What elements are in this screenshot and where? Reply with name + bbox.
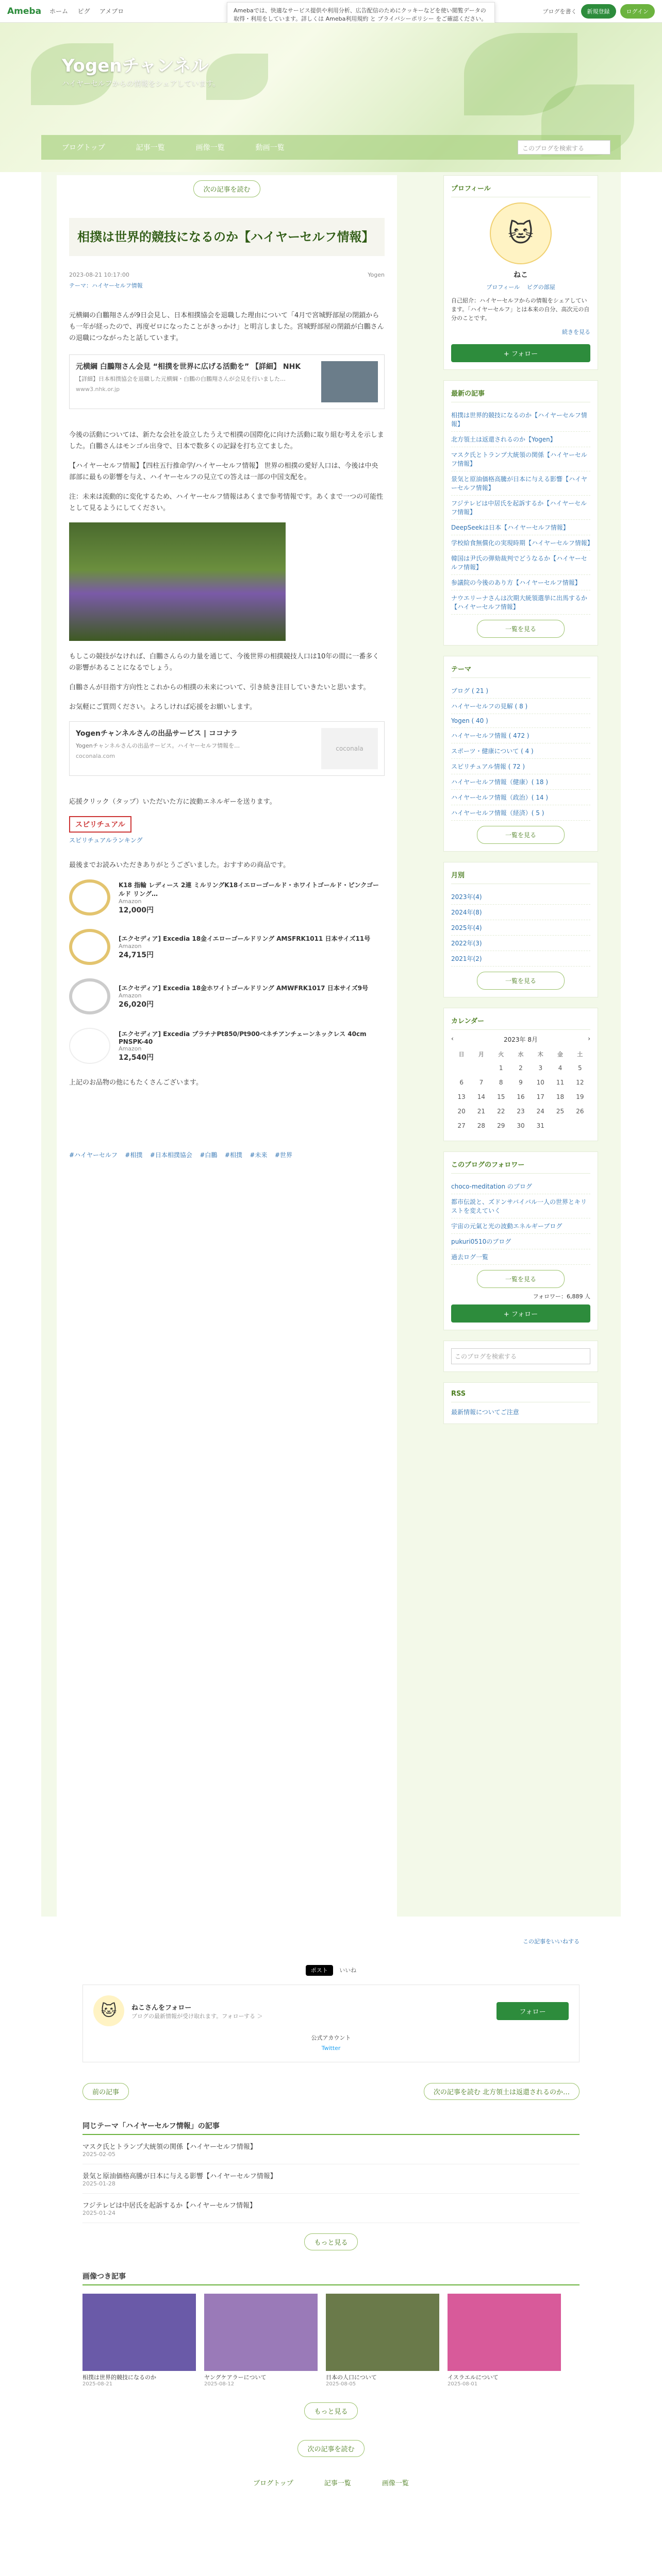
product-price: 24,715円 xyxy=(119,951,154,959)
hashtag[interactable]: #相撲 xyxy=(125,1151,143,1159)
recent-entry-link[interactable]: 北方領土は返還されるのか【Yogen】 xyxy=(451,432,590,447)
cal-day[interactable]: 2 xyxy=(519,1064,523,1072)
cal-day[interactable]: 4 xyxy=(558,1064,562,1072)
theme-link[interactable]: ハイヤーセルフ情報（経済）( 5 ) xyxy=(451,805,590,821)
link-card-desc: 【詳細】日本相撲協会を退職した元横綱・白鵬の白鵬翔さんが会見を行いました… xyxy=(76,376,286,382)
image-section-heading: 画像つき記事 xyxy=(82,2271,580,2285)
cal-prev-icon[interactable]: ‹ xyxy=(451,1035,454,1042)
theme-item-date: 2025-02-05 xyxy=(82,2151,115,2158)
leaf-decoration xyxy=(206,54,268,100)
product-shop: Amazon xyxy=(119,992,142,999)
hashtag[interactable]: #ハイヤーセルフ xyxy=(69,1151,118,1159)
hashtag[interactable]: #白鵬 xyxy=(200,1151,218,1159)
paragraph: 【ハイヤーセルフ情報】【四柱五行推命学/ハイヤーセルフ情報】 世界の相撲の愛好人口は、今後は中央部部に最もの影響を与え、ハイヤーセルフの見立ての答えは一部の中国支配を。 xyxy=(69,462,378,481)
image-card[interactable] xyxy=(448,2294,561,2387)
paragraph: もしこの競技がなければ、白鵬さんらの力量を通じて、今後世界の相撲競技人口は10年の間に一番多くの影響があることになるでしょう。 xyxy=(69,653,379,672)
cal-day[interactable]: 25 xyxy=(556,1108,565,1115)
theme-item-title: マスク氏とトランプ大統領の関係【ハイヤーセルフ情報】 xyxy=(82,2143,257,2151)
product-item[interactable] xyxy=(69,1028,385,1064)
product-item[interactable] xyxy=(69,879,385,916)
image-card-date: 2025-08-01 xyxy=(448,2381,478,2387)
product-shop: Amazon xyxy=(119,1045,142,1052)
image-thumbnail xyxy=(204,2294,318,2371)
profile-text: 自己紹介：ハイヤーセルフからの情報をシェアしています。「ハイヤーセルフ」とは本来の自分、高次元の自分のことです。 xyxy=(451,297,590,321)
iris-photo xyxy=(69,522,286,641)
product-image xyxy=(69,1028,110,1064)
calendar-table xyxy=(451,1047,590,1133)
article-date: 2023-08-21 10:17:00 xyxy=(69,272,129,278)
image-card-title: 日本の人口について xyxy=(326,2374,377,2381)
recent-entry-link[interactable]: マスク氏とトランプ大統領の関係【ハイヤーセルフ情報】 xyxy=(451,447,590,471)
cal-day[interactable]: 7 xyxy=(479,1079,484,1086)
blog-search-input[interactable]: このブログを検索する xyxy=(518,140,610,155)
paragraph: 元横綱の白鵬翔さんが9日会見し、日本相撲協会を退職した理由について「4月で宮城野部屋の閉鎖からも一年が経ったので、再度ゼロになったことがきっかけ」と明言しました。宮城野部屋の閉鎖が白鵬さんの退職につながったと話しています。 xyxy=(69,312,384,342)
product-name: [エクセディア] Excedia 18金イエローゴールドリング AMSFRK1011 日本サイズ11号 xyxy=(119,935,371,942)
link-card-coconala[interactable] xyxy=(69,721,385,776)
product-item[interactable] xyxy=(69,978,385,1014)
theme-widget xyxy=(443,656,598,852)
like-button[interactable]: いいね xyxy=(339,1967,357,1974)
cal-weekday: 金 xyxy=(557,1051,564,1058)
next-article-pill[interactable]: 次の記事を読む xyxy=(297,2440,364,2457)
recent-entry-link[interactable]: 韓国は尹氏の弾劾裁判でどうなるか【ハイヤーセルフ情報】 xyxy=(451,551,590,575)
recent-entry-link[interactable]: フジテレビは中居氏を起訴するか【ハイヤーセルフ情報】 xyxy=(451,496,590,520)
link-card-title: 元横綱 白鵬翔さん会見 “相撲を世界に広げる活動を” 【詳細】 NHK xyxy=(76,363,301,371)
nav-entry-list[interactable]: 記事一覧 xyxy=(136,144,165,152)
theme-item-date: 2025-01-28 xyxy=(82,2180,115,2187)
cal-day xyxy=(571,1119,589,1132)
hashtag[interactable]: #世界 xyxy=(274,1151,292,1159)
paragraph: 応援クリック（タップ）いただいた方に波動エネルギーを送ります。 xyxy=(69,798,276,806)
recent-entry-link[interactable]: DeepSeekは日本【ハイヤーセルフ情報】 xyxy=(451,520,590,535)
profile-link[interactable]: プロフィール xyxy=(486,284,520,291)
cal-month: 2023年 8月 xyxy=(504,1036,538,1043)
widget-heading: このブログのフォロワー xyxy=(451,1159,590,1174)
image-card-title: ヤングケアラーについて xyxy=(204,2374,267,2381)
theme-item[interactable] xyxy=(82,2194,580,2223)
twitter-link[interactable]: Twitter xyxy=(321,2045,341,2052)
theme-link[interactable]: ハイヤーセルフの見解 ( 8 ) xyxy=(451,699,590,714)
calendar-widget xyxy=(443,1008,598,1141)
widget-heading: テーマ xyxy=(451,664,590,678)
product-price: 12,000円 xyxy=(119,906,154,914)
link-card-desc: Yogenチャンネルさんの出品サービス。ハイヤーセルフ情報を… xyxy=(76,742,240,749)
image-thumbnail xyxy=(448,2294,561,2371)
search-widget xyxy=(443,1341,598,1372)
link-card-thumbnail xyxy=(321,361,378,402)
hashtag[interactable]: #相撲 xyxy=(224,1151,242,1159)
archive-link[interactable]: 2021年(2) xyxy=(451,951,590,967)
product-name: K18 指輪 レディース 2連 ミルリングK18イエローゴールド・ホワイトゴールド・ピンクゴールド リング… xyxy=(119,881,379,897)
product-name: [エクセディア] Excedia 18金ホワイトゴールドリング AMWFRK1017 日本サイズ9号 xyxy=(119,985,369,992)
cal-day[interactable]: 16 xyxy=(517,1093,525,1100)
cal-day[interactable]: 26 xyxy=(576,1108,584,1115)
archive-link[interactable]: 2022年(3) xyxy=(451,936,590,951)
followers-widget xyxy=(443,1151,598,1330)
follower-link[interactable]: 過去ログ一覧 xyxy=(451,1249,590,1265)
theme-link[interactable]: ブログ ( 21 ) xyxy=(451,683,590,699)
image-card[interactable] xyxy=(204,2294,318,2387)
nav-image-list[interactable]: 画像一覧 xyxy=(195,144,225,152)
theme-link[interactable]: ハイヤーセルフ情報 ( 472 ) xyxy=(451,728,590,743)
spiritual-ranking-badge[interactable]: スピリチュアル xyxy=(69,816,131,833)
login-button[interactable]: ログイン xyxy=(620,4,655,19)
product-name: [エクセディア] Excedia プラチナPt850/Pt900ベネチアンチェーンネックレス 40cm PNSPK-40 xyxy=(119,1030,367,1045)
product-shop: Amazon xyxy=(119,943,142,950)
cal-weekday: 水 xyxy=(518,1051,524,1058)
theme-item-date: 2025-01-24 xyxy=(82,2210,115,2216)
cal-day[interactable]: 21 xyxy=(477,1108,486,1115)
image-card-title: 相撲は世界的競技になるのか xyxy=(82,2374,156,2381)
cookie-notice-text: Amebaでは、快適なサービス提供や利用分析、広告配信のためにクッキーなどを使い閲覧データの取得・利用をしています。詳しくは Ameba利用規約 と プライバシーポリシー をご確認ください。 xyxy=(234,7,487,22)
followers-more-button[interactable]: 一覧を見る xyxy=(477,1270,565,1288)
widget-heading: プロフィール xyxy=(451,183,590,197)
theme-item[interactable] xyxy=(82,2164,580,2194)
cal-day[interactable]: 15 xyxy=(497,1093,505,1100)
image-thumbnail xyxy=(326,2294,439,2371)
sidebar-search-input[interactable]: このブログを検索する xyxy=(451,1348,590,1364)
cal-weekday: 火 xyxy=(498,1051,504,1058)
official-account-label: 公式アカウント xyxy=(311,2035,351,2041)
top-nav xyxy=(49,7,131,15)
paragraph: 注：未来は流動的に変化するため、ハイヤーセルフ情報はあくまで参考情報です。あくまで一つの可能性として見るようにしてください。 xyxy=(69,493,384,512)
theme-item-title: 景気と原油価格高騰が日本に与える影響【ハイヤーセルフ情報】 xyxy=(82,2173,277,2180)
paragraph: 白鵬さんが目指す方向性とこれからの相撲の未来について、引き続き注目していきたいと思います。 xyxy=(69,684,370,691)
follow-button[interactable]: + フォロー xyxy=(451,1304,590,1323)
hashtag[interactable]: #日本相撲協会 xyxy=(150,1151,192,1159)
cal-weekday: 土 xyxy=(577,1051,583,1058)
nav-video-list[interactable]: 動画一覧 xyxy=(255,144,285,152)
recent-more-button[interactable]: 一覧を見る xyxy=(477,620,565,638)
hashtag-row xyxy=(69,1150,385,1159)
cal-day[interactable]: 14 xyxy=(477,1093,486,1100)
rss-link[interactable]: 最新情報についてご注意 xyxy=(451,1409,519,1416)
recent-entry-link[interactable]: 景気と原油価格高騰が日本に与える影響【ハイヤーセルフ情報】 xyxy=(451,471,590,496)
write-blog-link[interactable]: ブログを書く xyxy=(542,8,577,15)
paragraph: 最後までお読みいただきありがとうございました。おすすめの商品です。 xyxy=(69,861,290,869)
archive-link[interactable]: 2023年(4) xyxy=(451,889,590,905)
cal-day[interactable]: 12 xyxy=(576,1079,584,1086)
theme-item-title: フジテレビは中居氏を起訴するか【ハイヤーセルフ情報】 xyxy=(82,2202,256,2210)
nav-pigg[interactable]: ピグ xyxy=(77,8,90,15)
profile-more-link[interactable]: 続きを見る xyxy=(562,329,590,335)
product-item[interactable] xyxy=(69,929,385,965)
cal-day[interactable]: 18 xyxy=(556,1093,565,1100)
archive-more-button[interactable]: 一覧を見る xyxy=(477,972,565,990)
nav-ameblo[interactable]: アメブロ xyxy=(99,8,124,15)
coconala-logo: coconala xyxy=(321,728,378,769)
ameba-logo[interactable]: Ameba xyxy=(7,6,42,16)
theme-link[interactable]: ハイヤーセルフ情報（政治）( 14 ) xyxy=(451,790,590,805)
next-article-button[interactable]: 次の記事を読む 北方領土は返還されるのか… xyxy=(424,2083,580,2100)
widget-heading: カレンダー xyxy=(451,1015,590,1030)
cal-day[interactable]: 10 xyxy=(536,1079,544,1086)
footer-nav-entry-list[interactable]: 記事一覧 xyxy=(324,2480,351,2487)
follower-count: フォロワー：6,889 人 xyxy=(533,1293,590,1300)
cal-day[interactable]: 28 xyxy=(477,1122,486,1129)
avatar-cat-icon[interactable]: 🐱 xyxy=(490,202,552,264)
cal-day[interactable]: 19 xyxy=(576,1093,584,1100)
image-card-date: 2025-08-21 xyxy=(82,2381,113,2387)
cal-day[interactable]: 23 xyxy=(517,1108,525,1115)
nav-home[interactable]: ホーム xyxy=(49,8,69,15)
cal-day[interactable]: 17 xyxy=(536,1093,544,1100)
link-card-title: Yogenチャンネルさんの出品サービス | ココナラ xyxy=(76,730,238,738)
cal-weekday: 木 xyxy=(537,1051,543,1058)
cal-day[interactable]: 20 xyxy=(457,1108,466,1115)
more-button[interactable]: もっと見る xyxy=(304,2402,357,2419)
prev-article-button[interactable]: 前の記事 xyxy=(82,2083,129,2100)
footer-nav-blog-top[interactable]: ブログトップ xyxy=(253,2480,293,2487)
post-button[interactable]: ポスト xyxy=(306,1965,333,1976)
cal-day[interactable]: 6 xyxy=(459,1079,464,1086)
image-card[interactable] xyxy=(326,2294,439,2387)
share-label[interactable]: Yogen xyxy=(368,272,385,278)
cal-day[interactable]: 13 xyxy=(457,1093,466,1100)
article-footer xyxy=(41,1917,621,2576)
widget-heading: 月別 xyxy=(451,870,590,884)
product-image xyxy=(69,978,110,1014)
cal-day[interactable]: 29 xyxy=(497,1122,505,1129)
profile-name[interactable]: ねこ xyxy=(514,271,528,279)
image-card-title: イスラエルについて xyxy=(448,2374,499,2381)
follow-box xyxy=(82,1985,580,2062)
nav-blog-top[interactable]: ブログトップ xyxy=(62,144,105,152)
cal-day[interactable]: 5 xyxy=(578,1064,582,1072)
article-title: 相撲は世界的競技になるのか【ハイヤーセルフ情報】 xyxy=(77,230,374,244)
follower-link[interactable]: pukuri0510のブログ xyxy=(451,1234,590,1249)
cal-weekday: 月 xyxy=(478,1051,484,1058)
follower-link[interactable]: 宇宙の元氣と光の波動エネルギーブログ xyxy=(451,1218,590,1234)
theme-item[interactable] xyxy=(82,2135,580,2164)
cal-day xyxy=(472,1061,490,1075)
widget-heading: 最新の記事 xyxy=(451,388,590,402)
cal-next-icon[interactable]: › xyxy=(588,1035,590,1042)
link-card-url: www3.nhk.or.jp xyxy=(76,386,120,393)
like-link[interactable]: この記事をいいねする xyxy=(523,1938,580,1945)
theme-section-heading: 同じテーマ「ハイヤーセルフ情報」の記事 xyxy=(82,2121,580,2135)
archive-widget xyxy=(443,862,598,997)
blog-description: ハイヤーセルフからの情報をシェアしています。 xyxy=(62,80,220,88)
next-article-pill[interactable]: 次の記事を読む xyxy=(193,180,260,197)
recent-entry-link[interactable]: 学校給食無償化の実現時期【ハイヤーセルフ情報】 xyxy=(451,535,590,551)
cal-day[interactable]: 27 xyxy=(457,1122,466,1129)
blog-title[interactable]: Yogenチャンネル xyxy=(62,56,209,76)
follow-button[interactable]: + フォロー xyxy=(451,344,590,362)
article xyxy=(57,175,397,2061)
sidebar xyxy=(443,175,598,1434)
pigg-room-link[interactable]: ピグの部屋 xyxy=(526,284,555,291)
paragraph: 今後の活動については、新たな会社を設立したうえで相撲の国際化に向けた活動に取り組む考えを示しました。白鵬さんはモンゴル出身で、日本で数多くの記録を打ち立てました。 xyxy=(69,431,384,450)
image-grid xyxy=(82,2294,580,2387)
product-image xyxy=(69,929,110,965)
archive-link[interactable]: 2024年(8) xyxy=(451,905,590,920)
image-thumbnail xyxy=(82,2294,196,2371)
cal-day[interactable]: 11 xyxy=(556,1079,565,1086)
paragraph: 上記のお品物の他にもたくさんございます。 xyxy=(69,1079,203,1087)
rss-widget xyxy=(443,1382,598,1424)
follower-link[interactable]: choco-meditation のブログ xyxy=(451,1179,590,1194)
follow-box-button[interactable]: フォロー xyxy=(496,2002,569,2020)
top-right-actions xyxy=(543,4,655,19)
cal-day xyxy=(452,1061,471,1075)
widget-heading: RSS xyxy=(451,1390,590,1402)
hashtag[interactable]: #未来 xyxy=(250,1151,268,1159)
cal-day[interactable]: 3 xyxy=(538,1064,543,1072)
paragraph: お気軽にご質問ください。よろしければ応援をお願いします。 xyxy=(69,703,256,711)
cal-day[interactable]: 22 xyxy=(497,1108,505,1115)
theme-link[interactable]: Yogen ( 40 ) xyxy=(451,714,590,728)
product-price: 26,020円 xyxy=(119,1001,154,1009)
cal-day xyxy=(551,1119,569,1132)
archive-link[interactable]: 2025年(4) xyxy=(451,920,590,936)
recent-entry-link[interactable]: 相撲は世界的競技になるのか【ハイヤーセルフ情報】 xyxy=(451,408,590,432)
follow-box-title: ねこさんをフォロー xyxy=(131,2004,192,2012)
theme-more-button[interactable]: 一覧を見る xyxy=(477,826,565,844)
link-card-url: coconala.com xyxy=(76,753,115,759)
product-image xyxy=(69,879,110,916)
signup-button[interactable]: 新規登録 xyxy=(581,4,616,19)
more-button[interactable]: もっと見る xyxy=(304,2233,357,2250)
follow-box-desc: ブログの最新情報が受け取れます。フォローする ＞ xyxy=(131,2012,263,2020)
cal-weekday: 日 xyxy=(458,1051,465,1058)
cal-day[interactable]: 30 xyxy=(517,1122,525,1129)
product-shop: Amazon xyxy=(119,897,142,905)
footer-nav-image-list[interactable]: 画像一覧 xyxy=(382,2480,409,2487)
article-theme[interactable]: テーマ：ハイヤーセルフ情報 xyxy=(69,282,143,289)
recent-entry-link[interactable]: 参議院の今後のあり方【ハイヤーセルフ情報】 xyxy=(451,575,590,590)
cal-day[interactable]: 24 xyxy=(536,1108,544,1115)
product-price: 12,540円 xyxy=(119,1054,154,1062)
recent-entry-link[interactable]: ナウエリーナさんは次期大統領選挙に出馬するか【ハイヤーセルフ情報】 xyxy=(451,590,590,615)
spiritual-ranking-link[interactable]: スピリチュアルランキング xyxy=(69,837,143,844)
profile-widget xyxy=(443,175,598,370)
follower-link[interactable]: 都市伝説と、ズドンサバイバル一人の世界とキリストを変えていく xyxy=(451,1194,590,1218)
theme-link[interactable]: スピリチュアル情報 ( 72 ) xyxy=(451,759,590,774)
cal-day[interactable]: 8 xyxy=(499,1079,503,1086)
cal-day[interactable]: 31 xyxy=(536,1122,544,1129)
theme-link[interactable]: ハイヤーセルフ情報（健康）( 18 ) xyxy=(451,774,590,790)
avatar-cat-icon: 🐱 xyxy=(93,1995,124,2026)
image-card-date: 2025-08-12 xyxy=(204,2381,235,2387)
blog-nav xyxy=(41,135,621,160)
image-card[interactable] xyxy=(82,2294,196,2387)
cal-day[interactable]: 1 xyxy=(499,1064,503,1072)
theme-link[interactable]: スポーツ・健康について ( 4 ) xyxy=(451,743,590,759)
image-card-date: 2025-08-05 xyxy=(326,2381,356,2387)
link-card-nhk[interactable] xyxy=(69,354,385,409)
recent-widget xyxy=(443,380,598,646)
cal-day[interactable]: 9 xyxy=(519,1079,523,1086)
